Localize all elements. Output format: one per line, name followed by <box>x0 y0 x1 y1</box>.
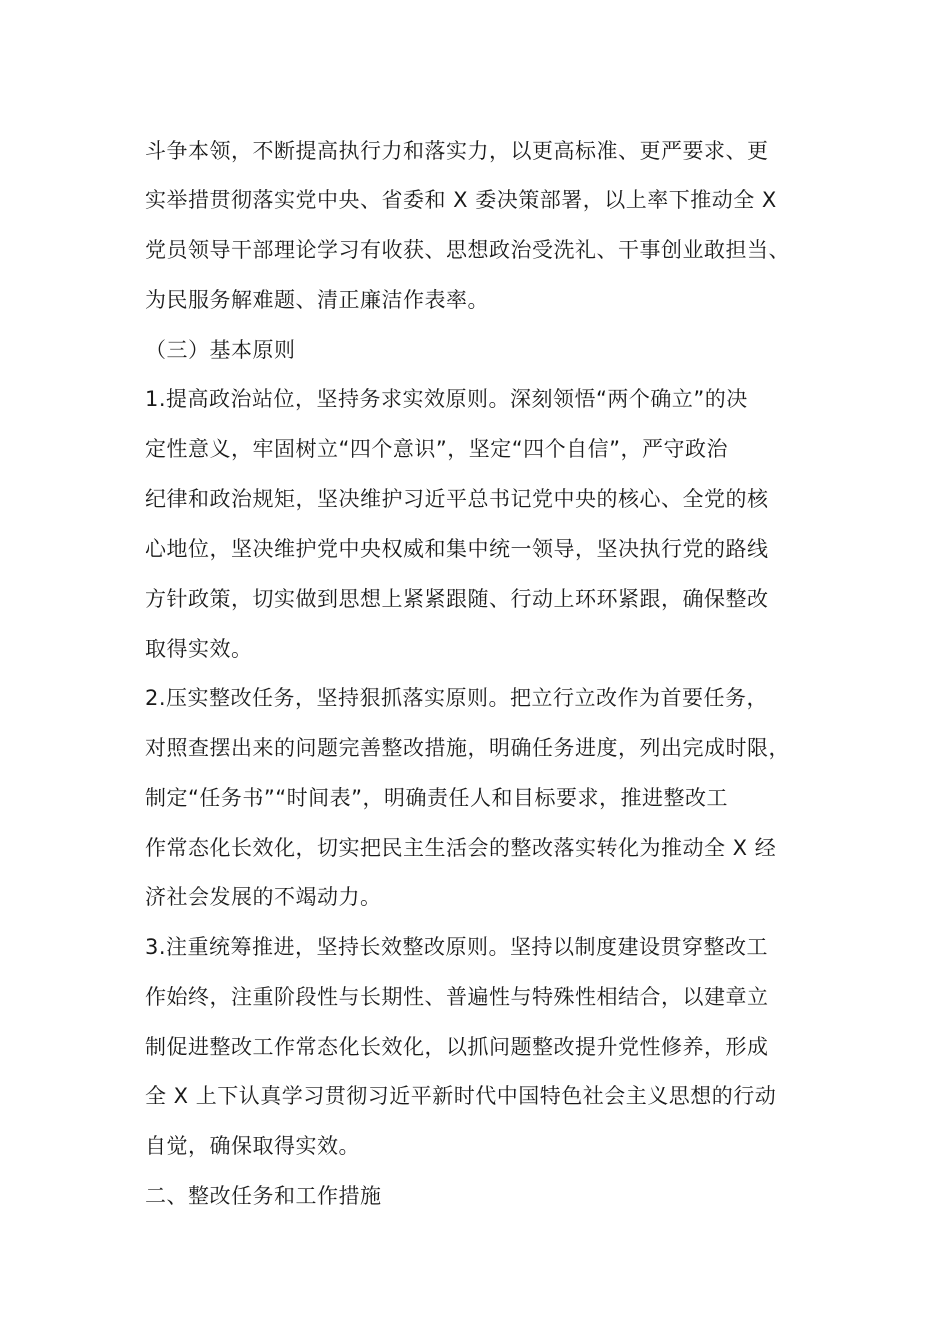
text-line: 2.压实整改任务，坚持狠抓落实原则。把立行立改作为首要任务， <box>145 686 769 710</box>
text-line: 自觉，确保取得实效。 <box>145 1134 360 1158</box>
text-line: 斗争本领，不断提高执行力和落实力，以更高标准、更严要求、更 <box>145 139 769 163</box>
text-line: 作常态化长效化，切实把民主生活会的整改落实转化为推动全 X 经 <box>145 836 777 860</box>
text-line: 作始终，注重阶段性与长期性、普遍性与特殊性相结合，以建章立 <box>145 985 769 1009</box>
text-line: 定性意义，牢固树立“四个意识”，坚定“四个自信”，严守政治 <box>145 437 729 461</box>
text-line: 制定“任务书”“时间表”，明确责任人和目标要求，推进整改工 <box>145 786 729 810</box>
section-heading: 二、整改任务和工作措施 <box>145 1184 382 1208</box>
text-line: 对照查摆出来的问题完善整改措施，明确任务进度，列出完成时限， <box>145 736 790 760</box>
section-heading: （三）基本原则 <box>145 338 296 362</box>
text-line: 纪律和政治规矩，坚决维护习近平总书记党中央的核心、全党的核 <box>145 487 769 511</box>
text-line: 济社会发展的不竭动力。 <box>145 885 382 909</box>
text-line: 全 X 上下认真学习贯彻习近平新时代中国特色社会主义思想的行动 <box>145 1084 777 1108</box>
text-line: 心地位，坚决维护党中央权威和集中统一领导，坚决执行党的路线 <box>145 537 769 561</box>
text-line: 3.注重统筹推进，坚持长效整改原则。坚持以制度建设贯穿整改工 <box>145 935 769 959</box>
text-line: 党员领导干部理论学习有收获、思想政治受洗礼、干事创业敢担当、 <box>145 238 790 262</box>
text-line: 取得实效。 <box>145 637 253 661</box>
text-line: 实举措贯彻落实党中央、省委和 X 委决策部署，以上率下推动全 X <box>145 188 777 212</box>
text-line: 制促进整改工作常态化长效化，以抓问题整改提升党性修养，形成 <box>145 1035 769 1059</box>
text-line: 方针政策，切实做到思想上紧紧跟随、行动上环环紧跟，确保整改 <box>145 587 769 611</box>
text-line: 1.提高政治站位，坚持务求实效原则。深刻领悟“两个确立”的决 <box>145 387 748 411</box>
text-line: 为民服务解难题、清正廉洁作表率。 <box>145 288 489 312</box>
